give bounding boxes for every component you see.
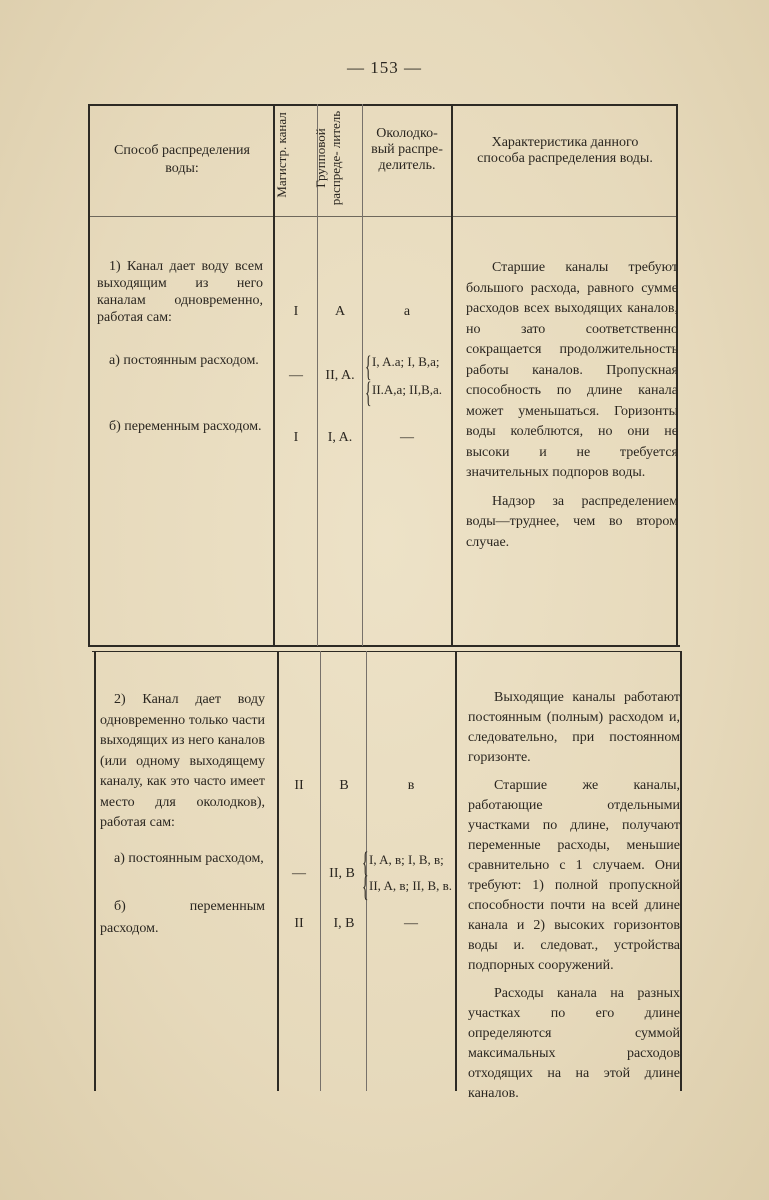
col-line-3 — [362, 104, 363, 646]
section2-characteristic — [468, 688, 680, 1112]
section2-a-group: II, B — [329, 866, 355, 881]
section1-a-okolod-1: I, A.a; I, B,a; — [372, 354, 440, 369]
page-number: — 153 — — [347, 58, 422, 77]
section1-characteristic — [466, 258, 678, 561]
section2-method: 2) Канал дает воду одновременно только части выходящих из него каналов (или одному выходящему каналу, как это часто имеет место для околодков), работая сам: — [100, 692, 265, 830]
col-line-2-2 — [320, 651, 321, 1091]
section2-group: B — [339, 778, 349, 793]
header-okolod: Околодко- вый распре- делитель. — [371, 126, 443, 173]
header-magistr: Магистр. канал — [274, 112, 289, 198]
section1-okolod: a — [403, 304, 411, 319]
section1-b-label: б) переменным расходом. — [109, 419, 262, 434]
section2-char-paragraph-1: Выходящие каналы работают постоянным (полным) расходом и, следовательно, при постоянном горизонте. — [468, 690, 680, 765]
section1-a-okolod-2: II.A,a; II,B,a. — [372, 382, 443, 397]
section2-a-okolod-2: II, A, в; II, B, в. — [369, 878, 453, 893]
section2-b-okolod: — — [404, 916, 418, 931]
section2-char-paragraph-2: Старшие же каналы, работающие отдельными участками по длине, получают переменные расходы, меньшие сравнительно с 1 случаем. Они требуют: 1) полной пропускной способности почти на всей длине канала и 2) высоких горизонтов воды и. следоват., устройства подпорных сооружений. — [468, 778, 680, 973]
section1-group: A — [334, 304, 346, 319]
section2-brace: { — [361, 846, 369, 879]
section1-b-group: I, A. — [327, 430, 353, 445]
section1-b-magistr: I — [293, 430, 299, 445]
table-top-rule — [88, 104, 676, 106]
section1-a-group: II, A. — [325, 368, 355, 383]
section1-brace: { — [364, 350, 372, 383]
section2-char-paragraph-3: Расходы канала на разных участках по его длине определяются суммой максимальных расходов отходящих на на этой длине каналов. — [468, 986, 680, 1101]
section-divider-rule-2 — [92, 651, 682, 652]
section1-a-label: а) постоянным расходом. — [109, 353, 259, 368]
section1-char-paragraph-2: Надзор за распределением воды—труднее, чем во втором случае. — [466, 493, 678, 550]
section1-b-okolod: — — [400, 430, 414, 445]
section2-b-label: б) переменным расходом. — [100, 899, 265, 936]
section2-b-group: I, B — [333, 916, 355, 931]
section-divider-rule — [88, 645, 680, 647]
section2-b-magistr: II — [294, 916, 304, 931]
section1-char-paragraph-1: Старшие каналы требуют большого расхода, равного сумме расходов всех выходящих каналов, но зато соответственно сокращается продолжительность работы каналов. Пропускная способность по длине канала может уменьшаться. Горизонты воды колеблются, но они не высоки и не требуется значительных подпоров воды. — [466, 260, 678, 480]
section1-magistr: I — [293, 304, 299, 319]
col-line-4 — [451, 104, 453, 646]
section2-okolod: в — [407, 778, 415, 793]
section2-brace-2: { — [361, 870, 369, 903]
section2-a-label: а) постоянным расходом, — [114, 851, 264, 866]
section2-a-magistr: — — [292, 866, 306, 881]
col-line-left-2 — [94, 651, 96, 1091]
col-line-right-2 — [680, 651, 682, 1091]
header-bottom-rule — [88, 216, 676, 217]
header-characteristic: Характеристика данного способа распределения воды. — [477, 135, 653, 166]
section1-brace-2: { — [364, 376, 372, 409]
section2-a-okolod-1: I, A, в; I, B, в; — [369, 852, 444, 867]
col-line-left — [88, 104, 90, 646]
section2-magistr: II — [294, 778, 304, 793]
col-line-4-2 — [455, 651, 457, 1091]
header-group: Групповой распреде- литель — [313, 110, 343, 206]
header-method: Способ распределения воды: — [114, 143, 250, 176]
section1-a-magistr: — — [289, 368, 303, 383]
section1-method: 1) Канал дает воду всем выходящим из него каналам одновременно, работая сам: — [97, 259, 263, 325]
